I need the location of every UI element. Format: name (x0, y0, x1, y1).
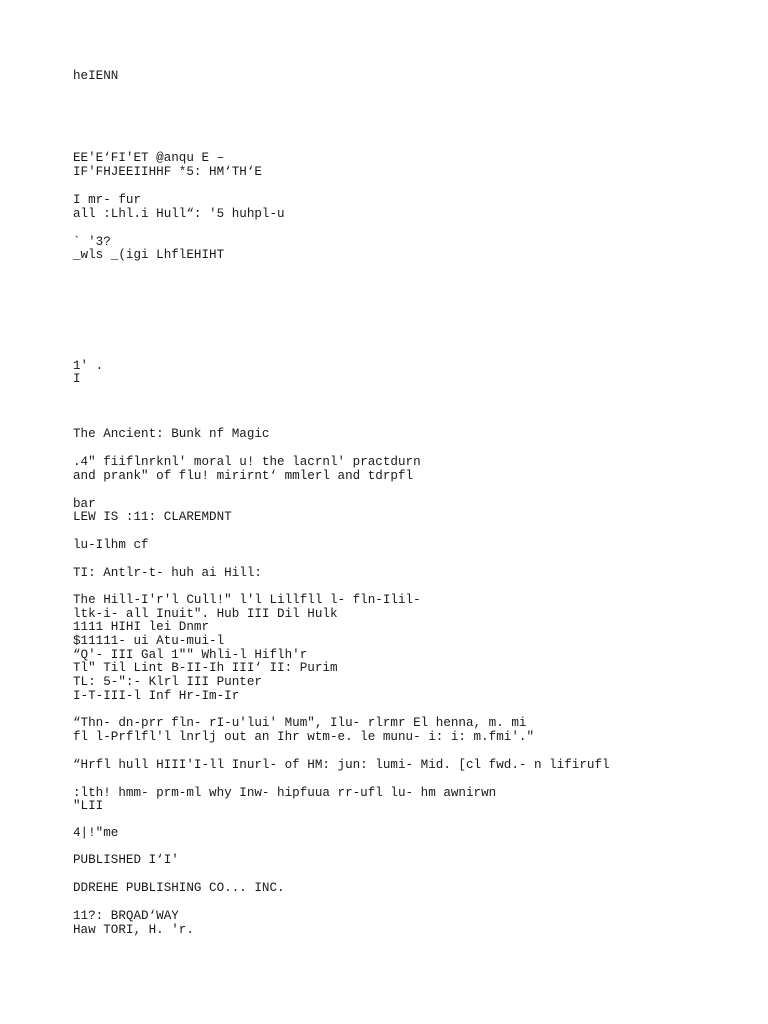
author-line: LEW IS :11: CLAREMDNT (73, 510, 232, 524)
header-line: heIENN (73, 69, 119, 83)
text-line: bar (73, 497, 96, 511)
text-line: $11111- ui Atu-mui-l (73, 634, 225, 648)
text-line: ltk-i- all Inuit". Hub III Dil Hulk (73, 607, 338, 621)
text-line: 1' . (73, 359, 104, 373)
text-line: fl l-Prflfl'l lnrlj out an Ihr wtm-e. le munu- i: i: m.fmi'." (73, 730, 535, 744)
text-line: EE'E‘FI'ET @anqu E – (73, 151, 225, 165)
text-line: all :Lhl.i Hull“: '5 huhpl-u (73, 207, 285, 221)
text-line: I-T-III-l Inf Hr-Im-Ir (73, 689, 240, 703)
text-line: IF'FHJEEIIHHF *5: HM‘TH‘E (73, 165, 262, 179)
text-line: .4" fiiflnrknl' moral u! the lacrnl' practdurn (73, 455, 421, 469)
publisher-line: DDREHE PUBLISHING CO... INC. (73, 881, 285, 895)
text-line: _wls _(igi LhflEHIHT (73, 248, 225, 262)
text-line: TL: 5-":- Klrl III Punter (73, 675, 262, 689)
text-line: “Hrfl hull HIII'I-ll Inurl- of HM: jun: lumi- Mid. [cl fwd.- n lifirufl (73, 758, 610, 772)
text-line: 4|!"me (73, 826, 119, 840)
book-title-line: The Ancient: Bunk nf Magic (73, 427, 270, 441)
published-line: PUBLISHED I‘I' (73, 853, 179, 867)
text-line: :lth! hmm- prm-ml why Inw- hipfuua rr-ufl lu- hm awnirwn (73, 786, 497, 800)
text-line: The Hill-I'r'l Cull!" l'l Lillfll l- fln-Ilil- (73, 593, 421, 607)
text-line: and prank" of flu! mirirnt‘ mmlerl and tdrpfl (73, 469, 414, 483)
text-line: “Thn- dn-prr fln- rI-u'lui' Mum", Ilu- rlrmr El henna, m. mi (73, 716, 527, 730)
text-line: lu-Ilhm cf (73, 538, 149, 552)
text-line: 1111 HIHI lei Dnmr (73, 620, 210, 634)
text-line: I mr- fur (73, 193, 142, 207)
address-line: 11?: BRQAD‘WAY (73, 909, 179, 923)
text-line: "LII (73, 799, 104, 813)
address-line: Haw TORI, H. 'r. (73, 923, 194, 937)
text-line: ` '3? (73, 235, 111, 249)
text-line: Tl" Til Lint B-II-Ih III‘ II: Purim (73, 661, 338, 675)
text-line: “Q'- III Gal 1"" Whli-l Hiflh'r (73, 648, 308, 662)
text-line: TI: Antlr-t- huh ai Hill: (73, 566, 262, 580)
text-line: I (73, 372, 81, 386)
